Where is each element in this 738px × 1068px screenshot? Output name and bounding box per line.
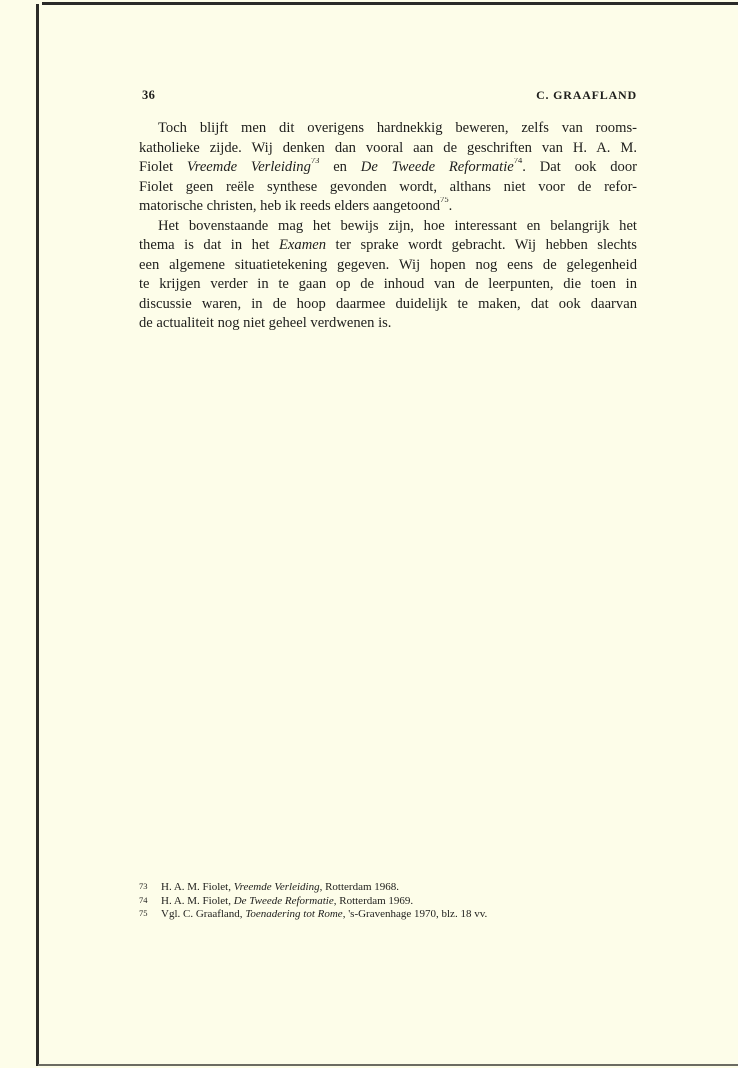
paragraph-1-line-4: Fiolet geen reële synthese gevonden wordt, althans niet voor de refor- bbox=[139, 178, 637, 195]
footnote-74 bbox=[139, 895, 637, 909]
paragraph-1-line-2: katholieke zijde. Wij denken dan vooral aan de geschriften van H. A. M. bbox=[139, 139, 637, 156]
title-de-tweede-reformatie: De Tweede Reformatie bbox=[360, 159, 514, 175]
text-span: en bbox=[319, 159, 361, 175]
paragraph-1-line-5 bbox=[139, 197, 637, 217]
text-span: H. A. M. Fiolet, bbox=[161, 881, 234, 893]
footnote-title: Toenadering tot Rome bbox=[245, 908, 343, 920]
footnote-title: Vreemde Verleiding bbox=[233, 881, 320, 893]
footnote-number: 75 bbox=[139, 908, 148, 918]
title-vreemde-verleiding: Vreemde Verleiding bbox=[186, 159, 311, 175]
paragraph-1-line-3 bbox=[139, 158, 637, 178]
text-span: matorische christen, heb ik reeds elders aangetoond bbox=[139, 198, 441, 214]
italic-examen: Examen bbox=[279, 237, 327, 253]
text-span: , Rotterdam 1968. bbox=[319, 881, 400, 893]
text-span: . Dat ook door bbox=[522, 159, 637, 175]
running-head: C. GRAAFLAND bbox=[536, 88, 637, 102]
scan-bottom-edge bbox=[38, 1064, 738, 1066]
text-span: Vgl. C. Graafland, bbox=[161, 908, 246, 920]
scan-top-edge bbox=[42, 2, 738, 5]
paragraph-1-line-1: Toch blijft men dit overigens hardnekkig beweren, zelfs van rooms- bbox=[158, 120, 637, 136]
paragraph-2-line-2 bbox=[139, 236, 637, 256]
footnote-ref-74: 74 bbox=[513, 158, 523, 165]
page-header bbox=[139, 88, 637, 108]
text-span: thema is dat in het bbox=[139, 237, 280, 253]
footnote-ref-73: 73 bbox=[310, 158, 320, 165]
paragraph-2-line-1: Het bovenstaande mag het bewijs zijn, hoe interessant en belangrijk het bbox=[158, 217, 637, 234]
footnote-text bbox=[161, 895, 413, 909]
scan-left-edge bbox=[36, 4, 39, 1066]
text-span: Fiolet bbox=[139, 159, 187, 175]
text-span: ter sprake wordt gebracht. Wij hebben slechts bbox=[326, 237, 637, 253]
footnote-75 bbox=[139, 908, 637, 922]
page-number: 36 bbox=[142, 88, 156, 102]
paragraph-2-line-6: de actualiteit nog niet geheel verdwenen is. bbox=[139, 315, 392, 331]
paragraph-2-line-5: discussie waren, in de hoop daarmee duidelijk te maken, dat ook daarvan bbox=[139, 295, 637, 312]
footnote-text bbox=[161, 881, 399, 895]
text-span: , 's-Gravenhage 1970, blz. 18 vv. bbox=[342, 908, 488, 920]
footnote-ref-75: 75 bbox=[440, 197, 449, 204]
paragraph-2-line-3: een algemene situatietekening gegeven. Wij hopen nog eens de gelegenheid bbox=[139, 256, 637, 273]
footnote-number: 73 bbox=[139, 881, 148, 891]
footnote-title: De Tweede Reformatie bbox=[233, 894, 334, 907]
body-text bbox=[139, 119, 637, 334]
footnote-73 bbox=[139, 881, 637, 895]
text-span: . bbox=[448, 198, 453, 214]
footnote-text bbox=[161, 908, 487, 922]
paragraph-2-line-4: te krijgen verder in te gaan op de inhoud van de leerpunten, die toen in bbox=[139, 276, 637, 292]
text-span: H. A. M. Fiolet, bbox=[161, 894, 234, 907]
footnotes bbox=[139, 881, 637, 922]
footnote-number: 74 bbox=[139, 894, 148, 905]
text-span: , Rotterdam 1969. bbox=[333, 894, 414, 907]
